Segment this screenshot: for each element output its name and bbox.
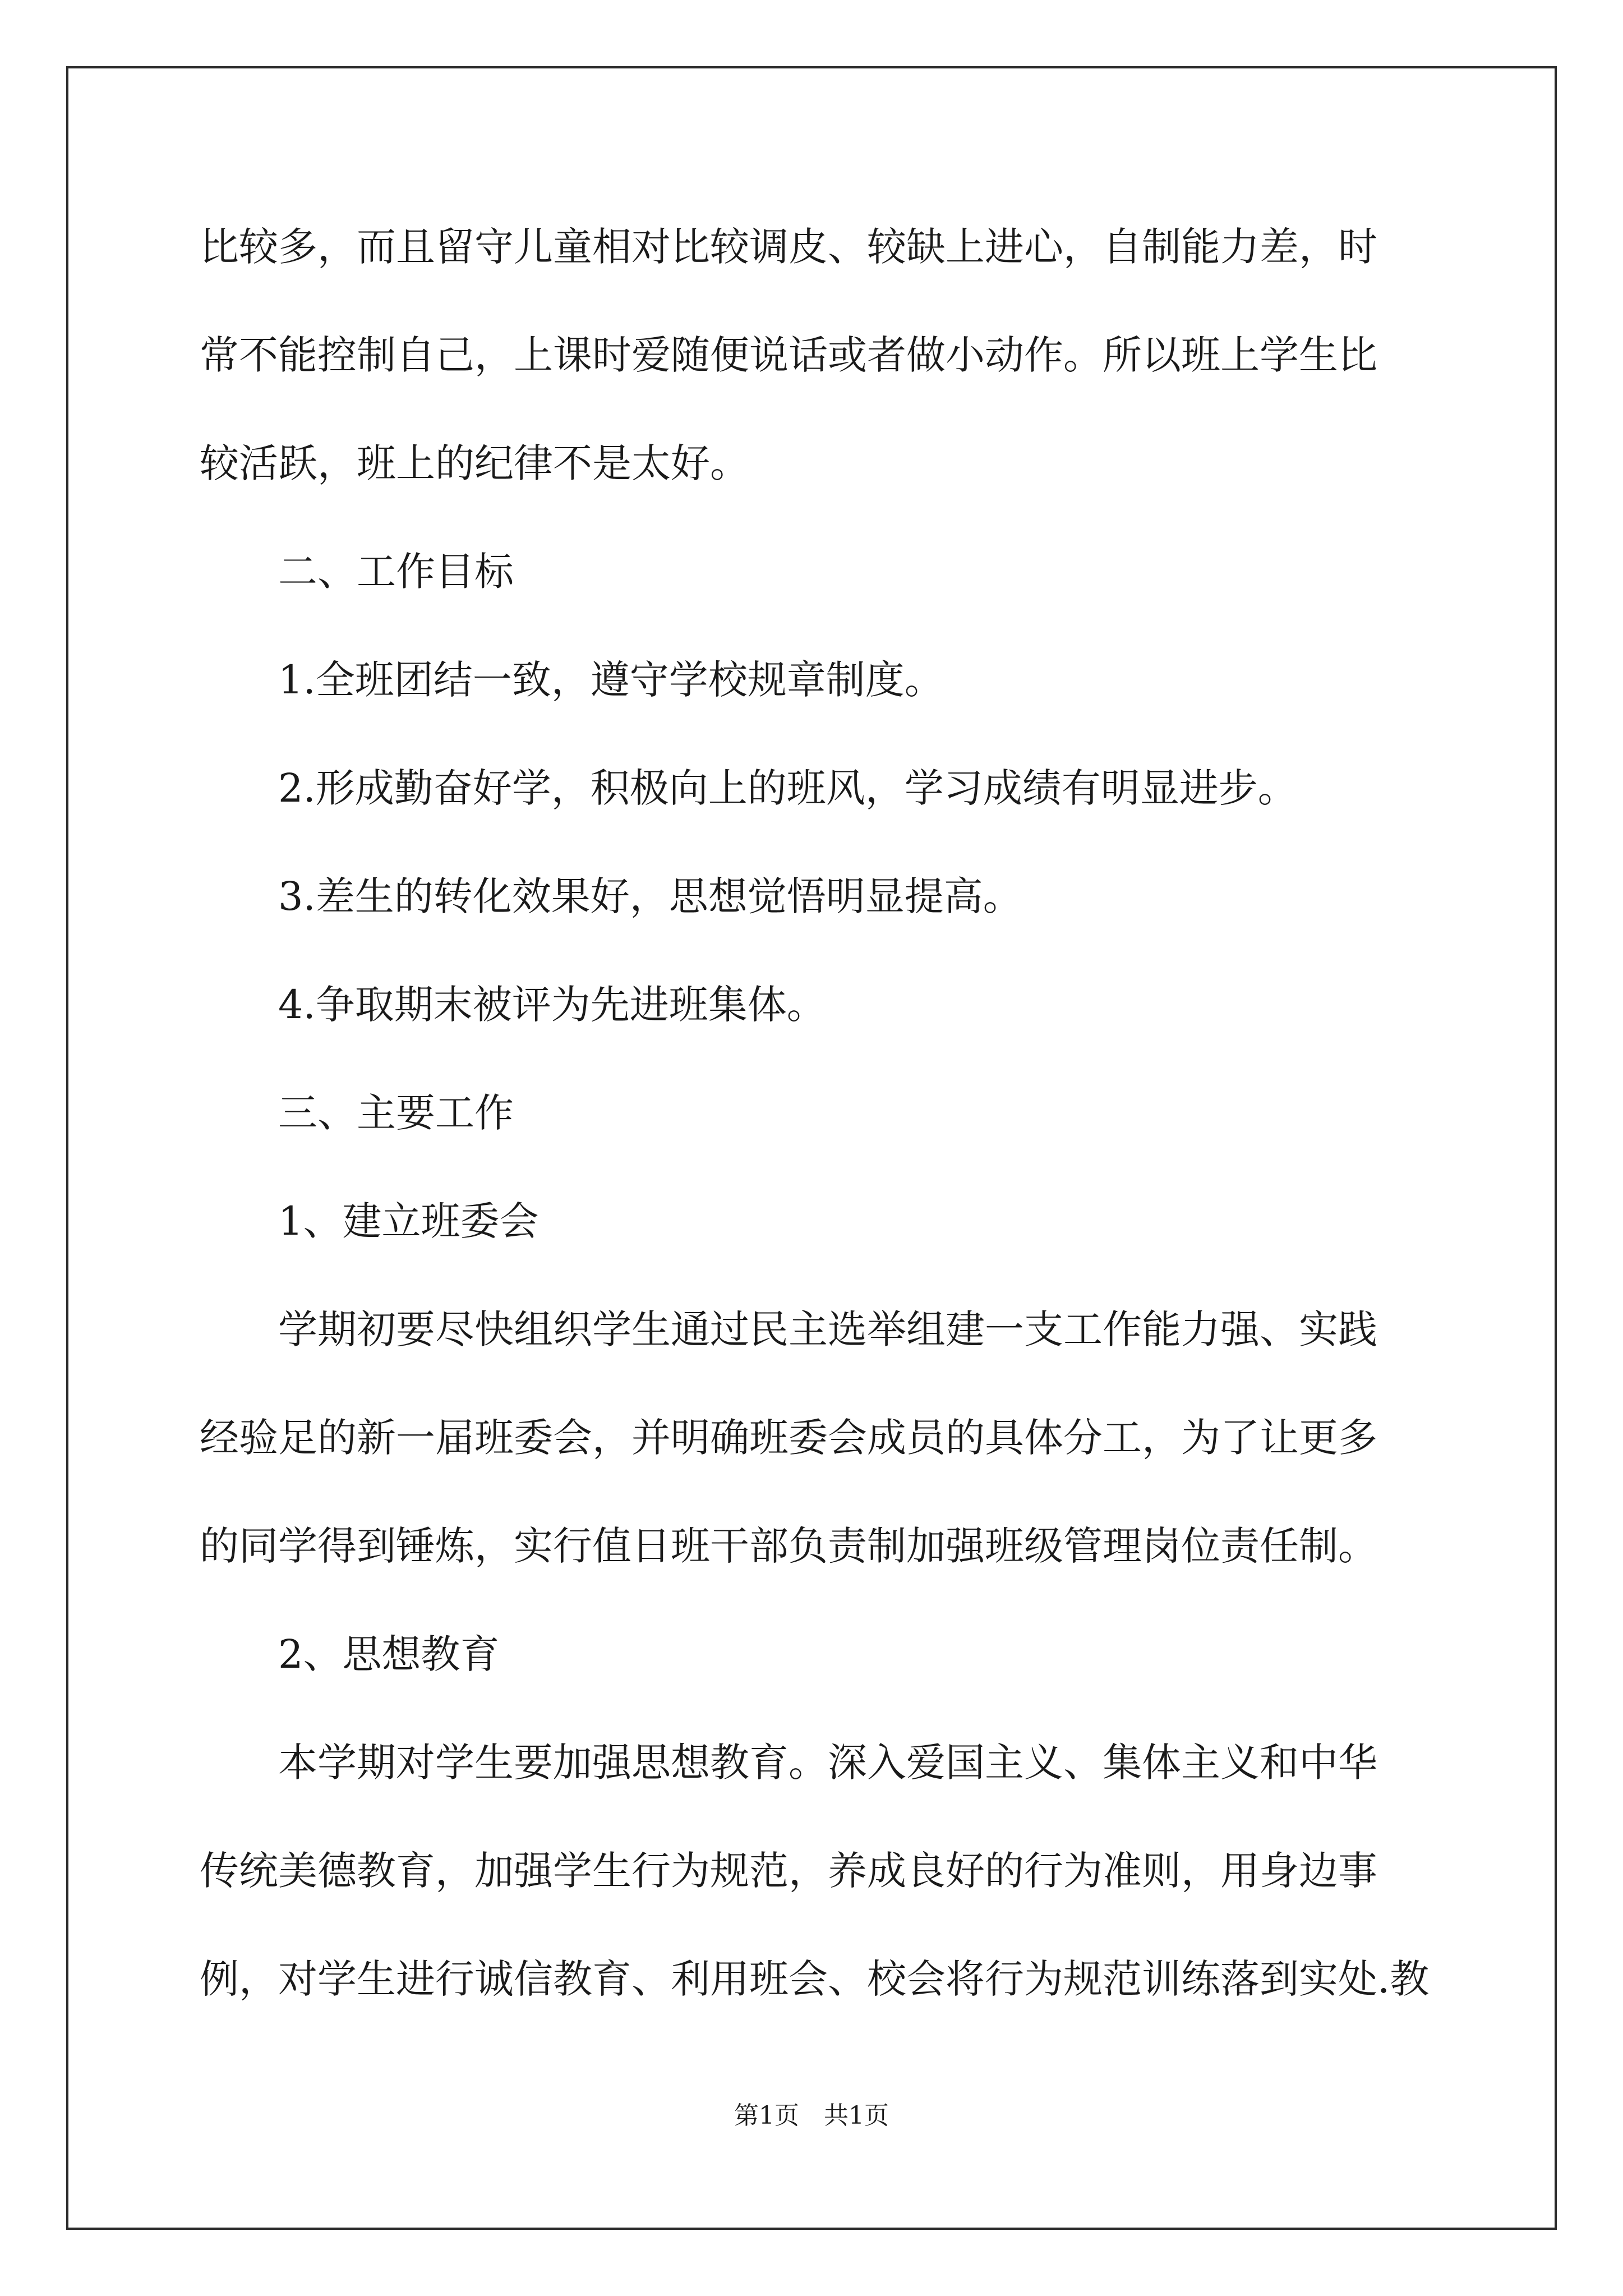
goal-item-1: 1.全班团结一致，遵守学校规章制度。 bbox=[278, 657, 944, 703]
body-line-1: 比较多，而且留守儿童相对比较调皮、较缺上进心，自制能力差，时 bbox=[200, 224, 1377, 270]
paragraph-education-line-1: 本学期对学生要加强思想教育。深入爱国主义、集体主义和中华 bbox=[278, 1740, 1377, 1786]
goal-item-3: 3.差生的转化效果好，思想觉悟明显提高。 bbox=[278, 873, 1022, 919]
document-body bbox=[200, 208, 1484, 2048]
paragraph-education-line-2: 传统美德教育，加强学生行为规范，养成良好的行为准则，用身边事 bbox=[200, 1848, 1377, 1894]
section-heading-main-work: 三、主要工作 bbox=[278, 1090, 514, 1136]
page-number-footer: 第1页 共1页 bbox=[734, 2101, 889, 2130]
subsection-heading-committee: 1、建立班委会 bbox=[278, 1198, 539, 1244]
paragraph-education-line-3: 例，对学生进行诚信教育、利用班会、校会将行为规范训练落到实处.教 bbox=[200, 1956, 1430, 2002]
paragraph-committee-line-3: 的同学得到锤炼，实行值日班干部负责制加强班级管理岗位责任制。 bbox=[200, 1523, 1377, 1569]
body-line-3: 较活跃，班上的纪律不是太好。 bbox=[200, 440, 749, 486]
paragraph-committee-line-2: 经验足的新一届班委会，并明确班委会成员的具体分工，为了让更多 bbox=[200, 1415, 1377, 1461]
goal-item-2: 2.形成勤奋好学，积极向上的班风，学习成绩有明显进步。 bbox=[278, 765, 1297, 811]
section-heading-goals: 二、工作目标 bbox=[278, 549, 514, 595]
body-line-2: 常不能控制自己，上课时爱随便说话或者做小动作。所以班上学生比 bbox=[200, 332, 1377, 378]
paragraph-committee-line-1: 学期初要尽快组织学生通过民主选举组建一支工作能力强、实践 bbox=[278, 1306, 1377, 1352]
goal-item-4: 4.争取期末被评为先进班集体。 bbox=[278, 982, 826, 1028]
subsection-heading-education: 2、思想教育 bbox=[278, 1631, 500, 1677]
